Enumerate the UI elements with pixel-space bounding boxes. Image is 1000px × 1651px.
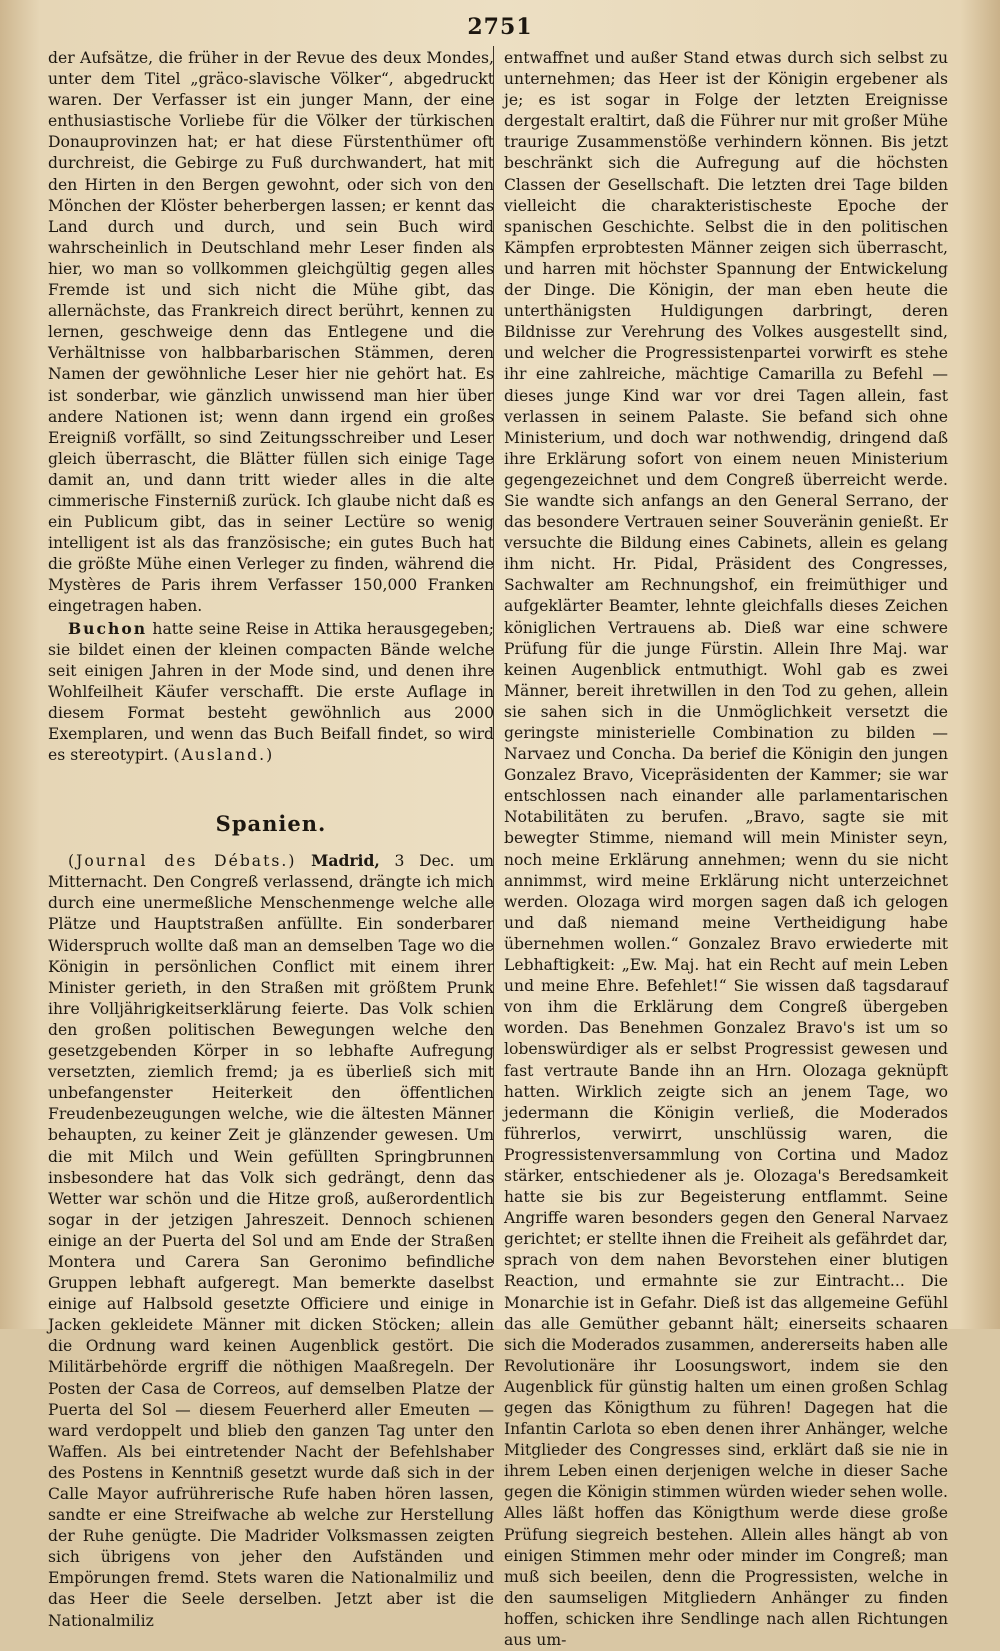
section-gap — [48, 766, 494, 810]
paragraph-text: 3 Dec. um Mitternacht. Den Congreß verlassend, drängte ich mich durch eine unermeßliche Menschenmenge welche alle Plätze und Hauptstraßen anfüllte. Ein sonderbarer Widerspruch wollte daß man an demselben Tage wo die Königin in persönlichen Conflict mit einem ihrer Minister gerieth, in den Straßen mit größtem Prunk ihre Volljährigkeitserklärung feierte. Das Volk schien den großen politischen Bewegungen welche den gesetzgebenden Körper in so lebhafte Aufregung versetzten, ziemlich fremd; ja es überließ sich mit unbefangenster Heiterkeit den öffentlichen Freudenbezeugungen welche, wie die ältesten Männer behaupten, zu keiner Zeit je glänzender gewesen. Um die mit Milch und Wein gefüllten Springbrunnen insbesondere hat das Volk sich gedrängt, denn das Wetter war schön und die Hitze groß, außerordentlich sogar in der jetzigen Jahreszeit. Dennoch schienen einige an der Puerta del Sol und am Ende der Straßen Montera und Carera San Geronimo befindliche Gruppen lebhaft aufgeregt. Man bemerkte daselbst einige auf Halbsold gesetzte Officiere und einige in Jacken gekleidete Männer mit dicken Stöcken; allein die Ordnung ward keinen Augenblick gestört. Die Militärbehörde ergriff die nöthigen Maaßregeln. Der Posten der Casa de Correos, auf demselben Platze der Puerta del Sol — diesem Feuerherd aller Emeuten — ward verdoppelt und blieb den ganzen Tag unter den Waffen. Als bei eintretender Nacht der Befehlshaber des Postens in Kenntniß gesetzt wurde daß sich in der Calle Mayor aufrührerische Rufe haben hören lassen, sandte er eine Streifwache ab welche zur Herstellung der Ruhe genügte. Die Madrider Volksmassen zeigten sich übrigens von jeher den Aufständen und Empörungen fremd. Stets waren die Nationalmiliz und das Heer die Seele derselben. Jetzt aber ist die Nationalmiliz — [48, 852, 494, 1630]
section-heading: Spanien. — [215, 811, 327, 837]
article-paragraph: der Aufsätze, die früher in der Revue des deux Mondes, unter dem Titel „gräco-slavische Völker“, abgedruckt waren. Der Verfasser ist ein junger Mann, der eine enthusiastische Vorliebe für die Völker der türkischen Donauprovinzen hat; er hat diese Fürstenthümer oft durchreist, die Gebirge zu Fuß durchwandert, hat mit den Hirten in den Bergen gewohnt, oder sich von den Mönchen der Klöster beherbergen lassen; er kennt das Land durch und durch, und sein Buch wird wahrscheinlich in Deutschland mehr Leser finden als hier, wo man so vollkommen gleichgültig gegen alles Fremde ist und sich nicht die Mühe gibt, das allernächste, das Frankreich direct berührt, kennen zu lernen, geschweige denn das Entlegene und die Verhältnisse von halbbarbarischen Stämmen, deren Namen der gewöhnliche Leser hier nie gehört hat. Es ist sonderbar, wie gänzlich unwissend man hier über andere Nationen ist; wenn dann irgend ein großes Ereigniß vorfällt, so sind Zeitungsschreiber und Leser gleich überrascht, die Blätter füllen sich einige Tage damit an, und dann tritt wieder alles in die alte cimmerische Finsterniß zurück. Ich glaube nicht daß es ein Publicum gibt, das in seiner Lectüre so wenig intelligent ist als das französische; ein gutes Buch hat die größte Mühe einen Verleger zu finden, während die Mystères de Paris ihrem Verfasser 150,000 Franken eingetragen haben. — [48, 49, 494, 616]
article-paragraph — [48, 850, 494, 1631]
paragraph-text: hatte seine Reise in Attika herausgegeben; sie bildet einen der kleinen compacten Bände welche seit einigen Jahren in der Mode sind, und denen ihre Wohlfeilheit Käufer verschafft. Die erste Auflage in diesem Format besteht gewöhnlich aus 2000 Exemplaren, und wenn das Buch Beifall findet, so wird es stereotypirt. — [48, 619, 494, 765]
left-column — [48, 48, 494, 1632]
source-credit: (Ausland.) — [173, 746, 275, 765]
source-credit: (Journal des Débats.) — [68, 852, 297, 871]
author-name: Buchon — [68, 618, 148, 638]
page-number: 2751 — [467, 14, 533, 40]
right-column — [504, 48, 948, 1651]
article-paragraph: entwaffnet und außer Stand etwas durch sich selbst zu unternehmen; das Heer ist der Königin ergebener als je; es ist sogar in Folge der letzten Ereignisse dergestalt eraltirt, daß die Führer nur mit großer Mühe traurige Zusammenstöße verhindern können. Bis jetzt beschränkt sich die Aufregung auf die höchsten Classen der Gesellschaft. Die letzten drei Tage bilden vielleicht die charakteristischeste Epoche der spanischen Geschichte. Selbst die in den politischen Kämpfen erprobtesten Männer zeigen sich überrascht, und harren mit höchster Spannung der Entwickelung der Dinge. Die Königin, der man eben heute die unterthänigsten Huldigungen darbringt, deren Bildnisse zur Verehrung des Volkes ausgestellt sind, und welcher die Progressistenpartei vorwirft es stehe ihr eine zahlreiche, mächtige Camarilla zu Befehl — dieses junge Kind war vor drei Tagen allein, fast verlassen in seinem Palaste. Sie befand sich ohne Ministerium, und doch war nothwendig, dringend daß ihre Erklärung sofort von einem neuen Ministerium gegengezeichnet und dem Congreß überreicht werde. Sie wandte sich anfangs an den General Serrano, der das besondere Vertrauen seiner Souveränin genießt. Er versuchte die Bildung eines Cabinets, allein es gelang ihm nicht. Hr. Pidal, Präsident des Congresses, Sachwalter am Rechnungshof, ein freimüthiger und aufgeklärter Beamter, lehnte gleichfalls dieses Zeichen königlichen Vertrauens ab. Dieß war eine schwere Prüfung für die junge Fürstin. Allein Ihre Maj. war keinen Augenblick entmuthigt. Wohl gab es zwei Männer, bereit ihretwillen in den Tod zu gehen, allein sie sahen sich in die Unmöglichkeit versetzt die geringste ministerielle Combination zu bilden — Narvaez und Concha. Da berief die Königin den jungen Gonzalez Bravo, Vicepräsidenten der Kammer; sie war entschlossen nach einander alle parlamentarischen Notabilitäten zu berufen. „Bravo, sagte sie mit bewegter Stimme, niemand will mein Minister seyn, noch meine Erklärung annehmen; wenn du sie nicht annimmst, wird meine Erklärung nicht unterzeichnet werden. Olozaga wird morgen sagen daß ich gelogen und daß niemand meine Vertheidigung habe übernehmen wollen.“ Gonzalez Bravo erwiederte mit Lebhaftigkeit: „Ew. Maj. hat ein Recht auf mein Leben und meine Ehre. Befehlet!“ Sie wissen daß tagsdarauf von ihm die Erklärung dem Congreß übergeben worden. Das Benehmen Gonzalez Bravo's ist um so lobenswürdiger als er selbst Progressist gewesen und fast vertraute Bande ihn an Hrn. Olozaga geknüpft hatten. Wirklich zeigte sich an jenem Tage, wo jedermann die Königin verließ, die Moderados führerlos, verwirrt, unschlüssig waren, die Progressistenversammlung von Cortina und Madoz stärker, entschiedener als je. Olozaga's Beredsamkeit hatte sie bis zur Begeisterung entflammt. Seine Angriffe waren besonders gegen den General Narvaez gerichtet; er stellte ihnen die Freiheit als gefährdet dar, sprach von dem nahen Bevorstehen einer blutigen Reaction, und ermahnte sie zur Eintracht... Die Monarchie ist in Gefahr. Dieß ist das allgemeine Gefühl das alle Gemüther gebannt hält; einerseits schaaren sich die Moderados zusammen, andererseits haben alle Revolutionäre ihr Loosungswort, indem sie den Augenblick für günstig halten um einen großen Schlag gegen das Königthum zu führen! Dagegen hat die Infantin Carlota so eben denen ihrer Anhänger, welche Mitglieder des Congresses sind, erklärt daß sie nie in ihrem Leben einen derjenigen welche in dieser Sache gegen die Königin stimmen würden wieder sehen wolle. Alles läßt hoffen das Königthum werde diese große Prüfung siegreich bestehen. Allein alles hängt ab von einigen Stimmen mehr oder minder im Congreß; man muß sich beeilen, denn die Progressisten, welche in den saumseligen Mitgliedern Anhänger zu finden hoffen, schicken ihre Sendlinge nach allen Richtungen aus um- — [504, 49, 948, 1650]
article-paragraph — [48, 618, 494, 767]
dateline: Madrid, — [311, 851, 380, 871]
